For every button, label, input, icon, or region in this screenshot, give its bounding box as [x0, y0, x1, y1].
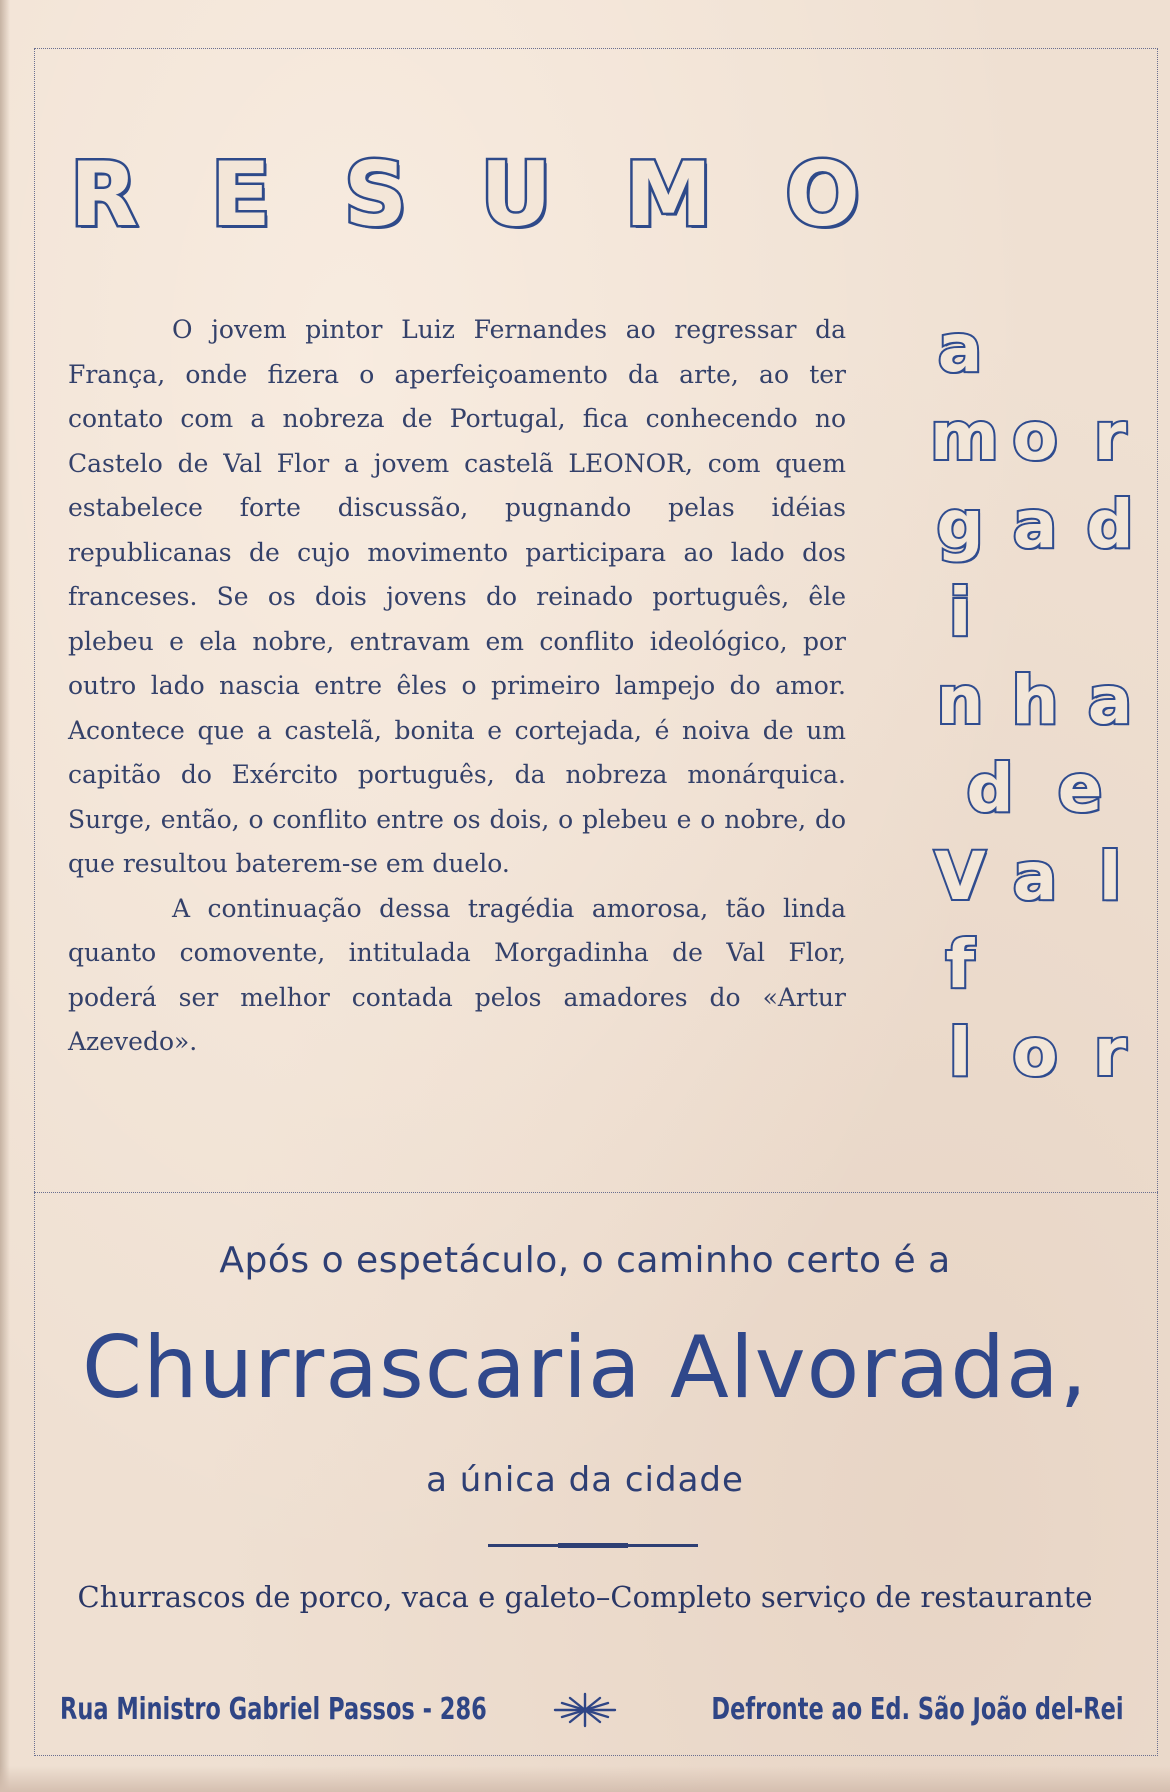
ad-services: Churrascos de porco, vaca e galeto–Completo serviço de restaurante	[77, 1580, 1093, 1614]
ad-intro-line: Após o espetáculo, o caminho certo é a	[219, 1240, 951, 1281]
side-title-letter: m	[930, 398, 999, 475]
title-letter: M	[624, 143, 713, 246]
asterisk-ornament-icon	[550, 1690, 620, 1730]
side-title-row	[930, 393, 1140, 481]
side-title-letter: V	[934, 838, 986, 915]
side-title-row	[930, 921, 1140, 1009]
summary-title	[70, 143, 860, 246]
side-title-letter: i	[948, 574, 972, 651]
restaurant-address: Rua Ministro Gabriel Passos - 286	[60, 1692, 487, 1727]
side-title-letter: r	[1093, 398, 1127, 475]
ornamental-rule	[488, 1544, 698, 1547]
play-title-vertical	[930, 305, 1140, 1125]
side-title-letter: l	[948, 1014, 972, 1091]
side-title-row	[930, 1009, 1140, 1097]
side-title-letter: e	[1057, 750, 1103, 827]
title-letter: E	[210, 143, 271, 246]
summary-body	[68, 308, 846, 1065]
title-letter: U	[480, 143, 552, 246]
side-title-letter: l	[1098, 838, 1122, 915]
side-title-row	[930, 745, 1140, 833]
side-title-letter: a	[1012, 486, 1058, 563]
side-title-row	[930, 481, 1140, 569]
side-title-row	[930, 569, 1140, 657]
side-title-letter: o	[1012, 398, 1058, 475]
title-letter: S	[343, 143, 408, 246]
page-edge-shadow	[0, 0, 10, 1792]
summary-paragraph-2: A continuação dessa tragédia amorosa, tão linda quanto comovente, intitulada Morgadinha de Val Flor, poderá ser melhor contada pelos amadores do «Artur Azevedo».	[68, 893, 846, 1056]
side-title-letter: n	[936, 662, 984, 739]
summary-paragraph-1: O jovem pintor Luiz Fernandes ao regressar da França, onde fizera o aperfeiçoamento da arte, ao ter contato com a nobreza de Portugal, fica conhecendo no Castelo de Val Flor a jovem castelã LEONOR, com quem estabelece forte discussão, pugnando pelas idéias republicanas de cujo movimento participara ao lado dos franceses. Se os dois jovens do reinado português, êle plebeu e ela nobre, entravam em conflito ideológico, por outro lado nascia entre êles o primeiro lampejo do amor. Acontece que a castelã, bonita e cortejada, é noiva de um capitão do Exército português, da nobreza monárquica. Surge, então, o conflito entre os dois, o plebeu e o nobre, do que resultou baterem-se em duelo.	[68, 315, 846, 878]
side-title-letter: o	[1012, 1014, 1058, 1091]
side-title-letter: r	[1093, 1014, 1127, 1091]
side-title-letter: f	[945, 926, 975, 1003]
side-title-letter: h	[1011, 662, 1059, 739]
side-title-letter: a	[1087, 662, 1133, 739]
side-title-letter: a	[937, 310, 983, 387]
title-letter: R	[70, 143, 138, 246]
title-letter: O	[785, 143, 860, 246]
ad-tagline: a única da cidade	[426, 1460, 744, 1500]
side-title-letter: d	[966, 750, 1014, 827]
restaurant-location: Defronte ao Ed. São João del-Rei	[711, 1692, 1124, 1727]
side-title-row	[930, 305, 1140, 393]
side-title-letter: g	[936, 486, 984, 563]
side-title-letter: a	[1012, 838, 1058, 915]
restaurant-name: Churrascaria Alvorada,	[82, 1318, 1088, 1418]
side-title-letter: d	[1086, 486, 1134, 563]
section-divider	[34, 1192, 1158, 1193]
side-title-row	[930, 657, 1140, 745]
side-title-row	[930, 833, 1140, 921]
page-bottom-shadow	[0, 1766, 1170, 1792]
